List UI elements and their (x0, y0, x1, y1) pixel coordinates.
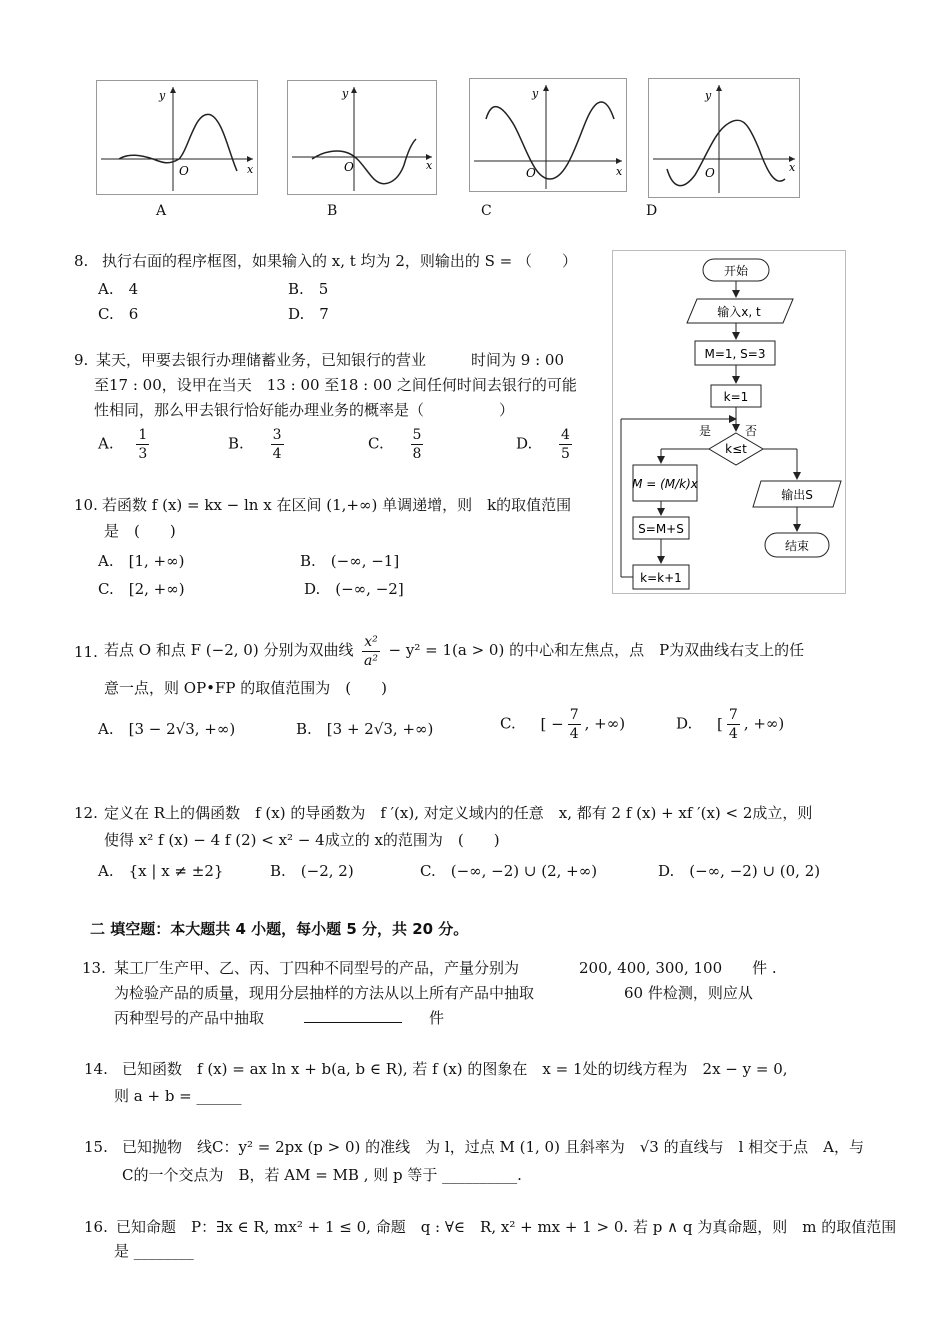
flowchart (612, 250, 846, 594)
flow-update-k-text: k=k+1 (640, 571, 682, 585)
q9-line1: 某天，甲要去银行办理储蓄业务，已知银行的营业 时间为 9 : 00 (96, 351, 564, 369)
graph-c-origin: O (526, 166, 536, 180)
flow-decision-text: k≤t (725, 442, 747, 456)
q12-option-c: C. (−∞, −2) ∪ (2, +∞) (420, 862, 598, 880)
flow-output-text: 输出S (781, 488, 813, 502)
q9-option-b-num: 3 (272, 427, 282, 443)
q13-line3: 丙种型号的产品中抽取 件 (114, 1009, 445, 1027)
graph-label-b: B (327, 203, 338, 219)
q9-option-d-num: 4 (561, 427, 570, 443)
q13-line1: 某工厂生产甲、乙、丙、丁四种不同型号的产品，产量分别为 200, 400, 300, 100 件 . (114, 959, 777, 977)
graph-a-origin: O (179, 164, 189, 178)
q9-option-d-label: D. (516, 434, 533, 453)
q11-option-d-den: 4 (728, 726, 738, 742)
q11-option-c-den: 4 (569, 726, 579, 742)
q10-option-b: B. (−∞, −1] (300, 552, 400, 570)
graph-d (648, 78, 800, 198)
q10-line2: 是 ( ) (104, 522, 176, 540)
q15-line1: 已知抛物 线C：y² = 2px (p > 0) 的准线 为 l，过点 M (1, 0) 且斜率为 √3 的直线与 l 相交于点 A，与 (122, 1138, 864, 1156)
q9-option-c-num: 5 (412, 427, 422, 443)
flow-yes-label: 是 (699, 424, 712, 438)
graph-b-y-label: y (342, 87, 349, 100)
graph-b-x-label: x (426, 159, 433, 172)
q11-option-c-pre: [ − (540, 714, 564, 733)
q12-option-b: B. (−2, 2) (270, 862, 354, 880)
q10-option-d: D. (−∞, −2] (304, 580, 404, 598)
q9-line3: 性相同，那么甲去银行恰好能办理业务的概率是（ ） (94, 401, 515, 419)
q9-option-c-label: C. (368, 434, 384, 453)
q15-number: 15. (84, 1138, 108, 1156)
graph-a-y-label: y (159, 89, 166, 102)
q11-line2: 意一点，则 OP•FP 的取值范围为 ( ) (104, 679, 387, 697)
q11-line1-part1: 若点 O 和点 F (−2, 0) 分别为双曲线 (104, 641, 354, 659)
q10-number: 10. (74, 496, 98, 514)
q16-number: 16. (84, 1218, 108, 1236)
q9-option-b (228, 426, 288, 463)
q11-option-c-num: 7 (569, 707, 579, 723)
graph-label-c: C (481, 203, 492, 219)
flow-start-text: 开始 (723, 264, 749, 278)
q9-option-b-label: B. (228, 434, 244, 453)
q11-line1-part2: − y² = 1(a > 0) 的中心和左焦点，点 P为双曲线右支上的任 (388, 641, 805, 659)
q11-frac-num: x² (364, 633, 378, 650)
q11-option-a: A. [3 − 2√3, +∞) (98, 720, 236, 738)
q14-line1: 已知函数 f (x) = ax ln x + b(a, b ∈ R), 若 f (x) 的图象在 x = 1处的切线方程为 2x − y = 0, (122, 1060, 788, 1078)
q9-option-a-label: A. (98, 434, 114, 453)
flow-end-text: 结束 (784, 539, 810, 553)
q14-number: 14. (84, 1060, 108, 1078)
flow-kinit-text: k=1 (723, 390, 749, 404)
q8-number: 8. (74, 252, 89, 270)
q12-number: 12. (74, 804, 98, 822)
q13-answer-blank[interactable] (304, 1022, 402, 1023)
q10-option-c: C. [2, +∞) (98, 580, 185, 598)
q16-line1: 已知命题 P：∃x ∈ R, mx² + 1 ≤ 0, 命题 q : ∀∈ R, x² + mx + 1 > 0. 若 p ∧ q 为真命题，则 m 的取值范围 (116, 1218, 897, 1236)
graph-c (469, 78, 627, 192)
q13-number: 13. (82, 959, 106, 977)
q14-line2: 则 a + b = ______ (114, 1087, 242, 1105)
q16-line2: 是 ________ (114, 1242, 194, 1260)
q9-line2: 至17 : 00，设甲在当天 13 : 00 至18 : 00 之间任何时间去银行的可能 (94, 376, 577, 394)
q12-line2: 使得 x² f (x) − 4 f (2) < x² − 4成立的 x的范围为 ( ) (104, 831, 500, 849)
q11-option-c-post: , +∞) (584, 714, 626, 733)
graph-d-origin: O (705, 166, 715, 180)
graph-a-x-label: x (247, 163, 254, 176)
q11-number: 11. (74, 643, 98, 661)
q8-option-c: C. 6 (98, 305, 139, 323)
q11-option-d (676, 706, 784, 743)
flow-no-label: 否 (745, 424, 758, 438)
q8-option-d: D. 7 (288, 305, 329, 323)
q15-line2: C的一个交点为 B，若 AM = MB , 则 p 等于 __________. (122, 1166, 522, 1184)
graph-d-x-label: x (789, 161, 796, 174)
q11-option-c (500, 706, 625, 743)
q11-option-d-post: , +∞) (743, 714, 785, 733)
graph-label-d: D (646, 203, 658, 219)
q9-option-d (516, 426, 576, 463)
q12-option-a: A. {x | x ≠ ±2} (98, 862, 224, 880)
q9-number: 9. (74, 351, 89, 369)
q11-frac-den: a² (364, 652, 378, 669)
q9-option-b-den: 4 (272, 446, 282, 462)
q12-line1: 定义在 R上的偶函数 f (x) 的导函数为 f ′(x), 对定义域内的任意 x, 都有 2 f (x) + xf ′(x) < 2成立，则 (104, 804, 813, 822)
q11-option-b: B. [3 + 2√3, +∞) (296, 720, 434, 738)
q9-option-a-den: 3 (138, 446, 148, 462)
graph-a (96, 80, 258, 195)
graph-c-x-label: x (616, 165, 623, 178)
q9-option-d-den: 5 (561, 446, 570, 462)
q11-line1 (104, 630, 804, 670)
graph-label-a: A (156, 203, 167, 219)
q11-option-c-label: C. (500, 714, 516, 733)
q11-option-d-pre: [ (717, 714, 723, 733)
q8-text: 执行右面的程序框图，如果输入的 x, t 均为 2，则输出的 S = （ ） (102, 252, 578, 270)
q11-option-d-label: D. (676, 714, 693, 733)
q8-option-b: B. 5 (288, 280, 329, 298)
q8-option-a: A. 4 (98, 280, 139, 298)
q9-option-c (368, 426, 427, 463)
graph-c-y-label: y (532, 87, 539, 100)
section-fill-in-title: 二 填空题：本大题共 4 小题，每小题 5 分，共 20 分。 (90, 920, 469, 938)
flow-update-s-text: S=M+S (638, 522, 684, 536)
flow-update-m-text: M = (M/k)x (632, 477, 698, 491)
q12-option-d: D. (−∞, −2) ∪ (0, 2) (658, 862, 821, 880)
graph-b-origin: O (344, 160, 354, 174)
q11-option-d-num: 7 (728, 707, 738, 723)
flow-init-text: M=1, S=3 (704, 347, 766, 361)
q10-option-a: A. [1, +∞) (98, 552, 185, 570)
q9-option-a-num: 1 (138, 427, 148, 443)
graph-d-y-label: y (705, 89, 712, 102)
q9-option-c-den: 8 (412, 446, 422, 462)
q13-line2: 为检验产品的质量，现用分层抽样的方法从以上所有产品中抽取 60 件检测，则应从 (114, 984, 753, 1002)
q10-line1: 若函数 f (x) = kx − ln x 在区间 (1,+∞) 单调递增，则 k的取值范围 (102, 496, 572, 514)
graph-b (287, 80, 437, 195)
q9-option-a (98, 426, 153, 463)
flow-input-text: 输入x, t (717, 305, 761, 319)
